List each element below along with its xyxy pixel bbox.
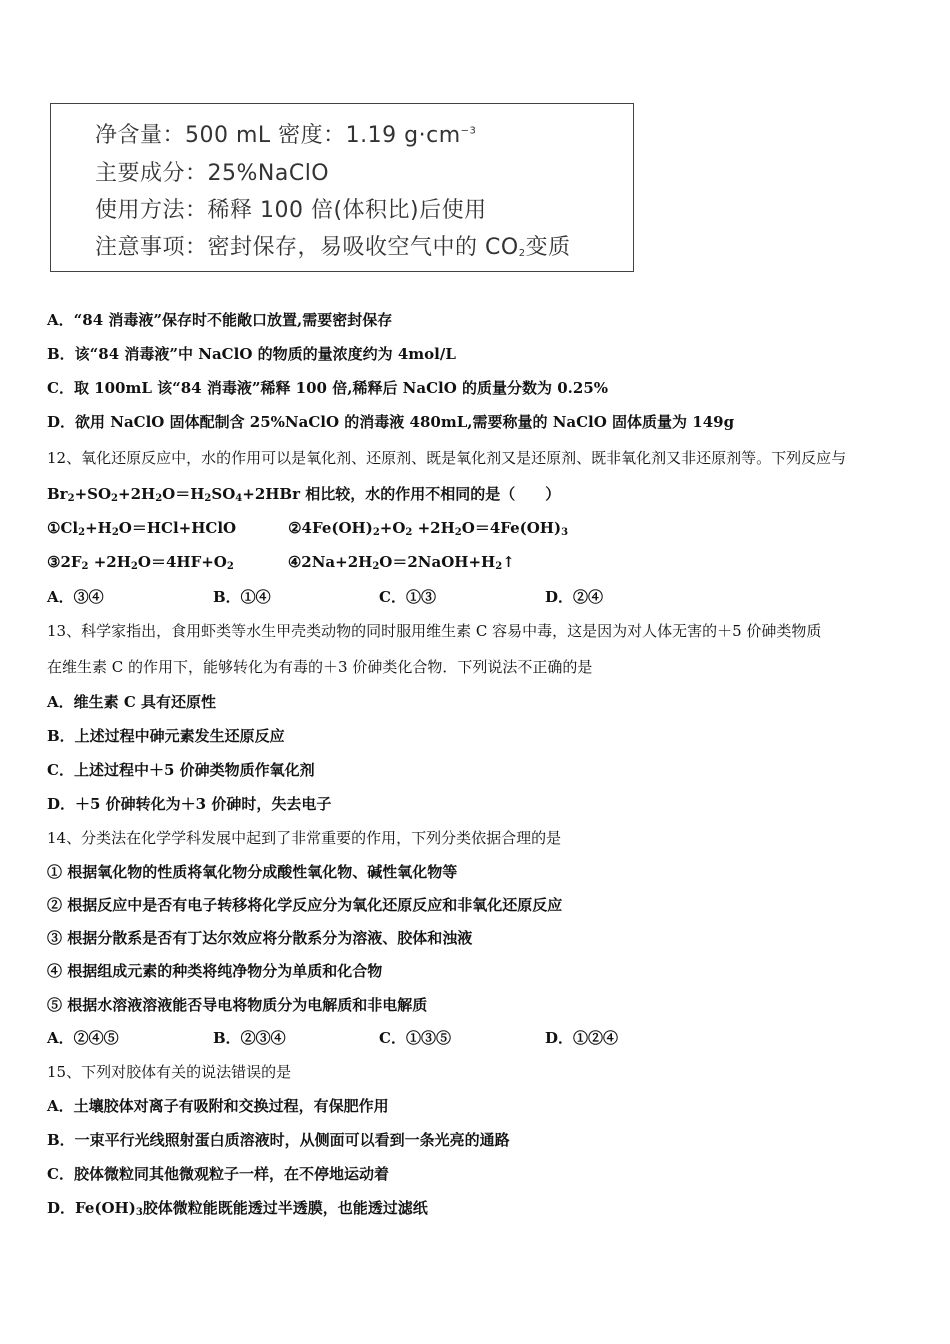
q11-option-b: B．该“84 消毒液”中 NaClO 的物质的量浓度约为 4mol/L bbox=[47, 345, 456, 363]
label-net-content: 净含量：500 mL 密度：1.19 $g\cdot cm^{-3}$ bbox=[95, 123, 477, 148]
label-usage: 使用方法：稀释 100 倍(体积比)后使用 bbox=[95, 198, 487, 223]
q13-stem-line2: 在维生素 C 的作用下，能够转化为有毒的＋3 价砷类化合物．下列说法不正确的是 bbox=[47, 658, 593, 676]
q14-stem: 14、分类法在化学学科发展中起到了非常重要的作用，下列分类依据合理的是 bbox=[47, 829, 562, 847]
q13-stem-line1: 13、科学家指出，食用虾类等水生甲壳类动物的同时服用维生素 C 容易中毒，这是因为对人体无害的＋5 价砷类物质 bbox=[47, 622, 822, 640]
q11-option-d: D．欲用 NaClO 固体配制含 25%NaClO 的消毒液 480mL,需要称量的 NaClO 固体质量为 149g bbox=[47, 413, 735, 431]
q12-option-b: B．①④ bbox=[213, 588, 271, 606]
label-ingredient: 主要成分：25%NaClO bbox=[95, 161, 330, 186]
q12-option-a: A．③④ bbox=[47, 588, 104, 606]
q14-statement-4: ④ 根据组成元素的种类将纯净物分为单质和化合物 bbox=[47, 962, 383, 980]
q14-option-d: D．①②④ bbox=[545, 1029, 619, 1047]
q14-option-b: B．②③④ bbox=[213, 1029, 286, 1047]
q14-statement-2: ② 根据反应中是否有电子转移将化学反应分为氧化还原反应和非氧化还原反应 bbox=[47, 896, 563, 914]
q15-option-d: D．$Fe(OH)_3$胶体微粒能既能透过半透膜，也能透过滤纸 bbox=[47, 1199, 428, 1218]
q12-reactions-1-2: $①Cl_2+H_2O=HCl+HClO$ $②4Fe(OH)_2+O_2 +2H_2O=4Fe(OH)_3$ bbox=[47, 519, 569, 538]
q13-option-d: D．＋5 价砷转化为＋3 价砷时，失去电子 bbox=[47, 795, 332, 813]
q15-stem: 15、下列对胶体有关的说法错误的是 bbox=[47, 1063, 292, 1081]
q11-option-a: A．“84 消毒液”保存时不能敞口放置,需要密封保存 bbox=[47, 311, 393, 329]
q14-statement-5: ⑤ 根据水溶液溶液能否导电将物质分为电解质和非电解质 bbox=[47, 996, 428, 1014]
product-label-box bbox=[50, 103, 634, 272]
q13-option-b: B．上述过程中砷元素发生还原反应 bbox=[47, 727, 285, 745]
q13-option-c: C．上述过程中＋5 价砷类物质作氧化剂 bbox=[47, 761, 315, 779]
q12-reactions-3-4: $③2F_2 +2H_2O=4HF+O_2$ $④2Na+2H_2O=2NaOH+H_2↑$ bbox=[47, 553, 515, 572]
q12-stem-line1: 12、氧化还原反应中，水的作用可以是氧化剂、还原剂、既是氧化剂又是还原剂、既非氧化剂又非还原剂等。下列反应与 bbox=[47, 449, 847, 467]
q11-option-c: C．取 100mL 该“84 消毒液”稀释 100 倍,稀释后 NaClO 的质量分数为 0.25% bbox=[47, 379, 609, 397]
q14-statement-3: ③ 根据分散系是否有丁达尔效应将分散系分为溶液、胶体和浊液 bbox=[47, 929, 473, 947]
q15-option-c: C．胶体微粒同其他微观粒子一样，在不停地运动着 bbox=[47, 1165, 389, 1183]
q13-option-a: A．维生素 C 具有还原性 bbox=[47, 693, 217, 711]
q12-option-d: D．②④ bbox=[545, 588, 604, 606]
q14-option-c: C．①③⑤ bbox=[379, 1029, 451, 1047]
q15-option-b: B．一束平行光线照射蛋白质溶液时，从侧面可以看到一条光亮的通路 bbox=[47, 1131, 510, 1149]
q14-option-a: A．②④⑤ bbox=[47, 1029, 119, 1047]
q12-stem-line2: $Br_2+SO_2+2H_2O=H_2SO_4+2HBr$ 相比较，水的作用不相同的是（ ） bbox=[47, 485, 561, 504]
q14-options bbox=[47, 1028, 711, 1048]
q15-option-a: A．土壤胶体对离子有吸附和交换过程，有保肥作用 bbox=[47, 1097, 389, 1115]
q14-statement-1: ① 根据氧化物的性质将氧化物分成酸性氧化物、碱性氧化物等 bbox=[47, 863, 458, 881]
q12-option-c: C．①③ bbox=[379, 588, 436, 606]
q12-options bbox=[47, 587, 711, 607]
label-caution: 注意事项：密封保存，易吸收空气中的 $CO_2$变质 bbox=[95, 235, 571, 260]
